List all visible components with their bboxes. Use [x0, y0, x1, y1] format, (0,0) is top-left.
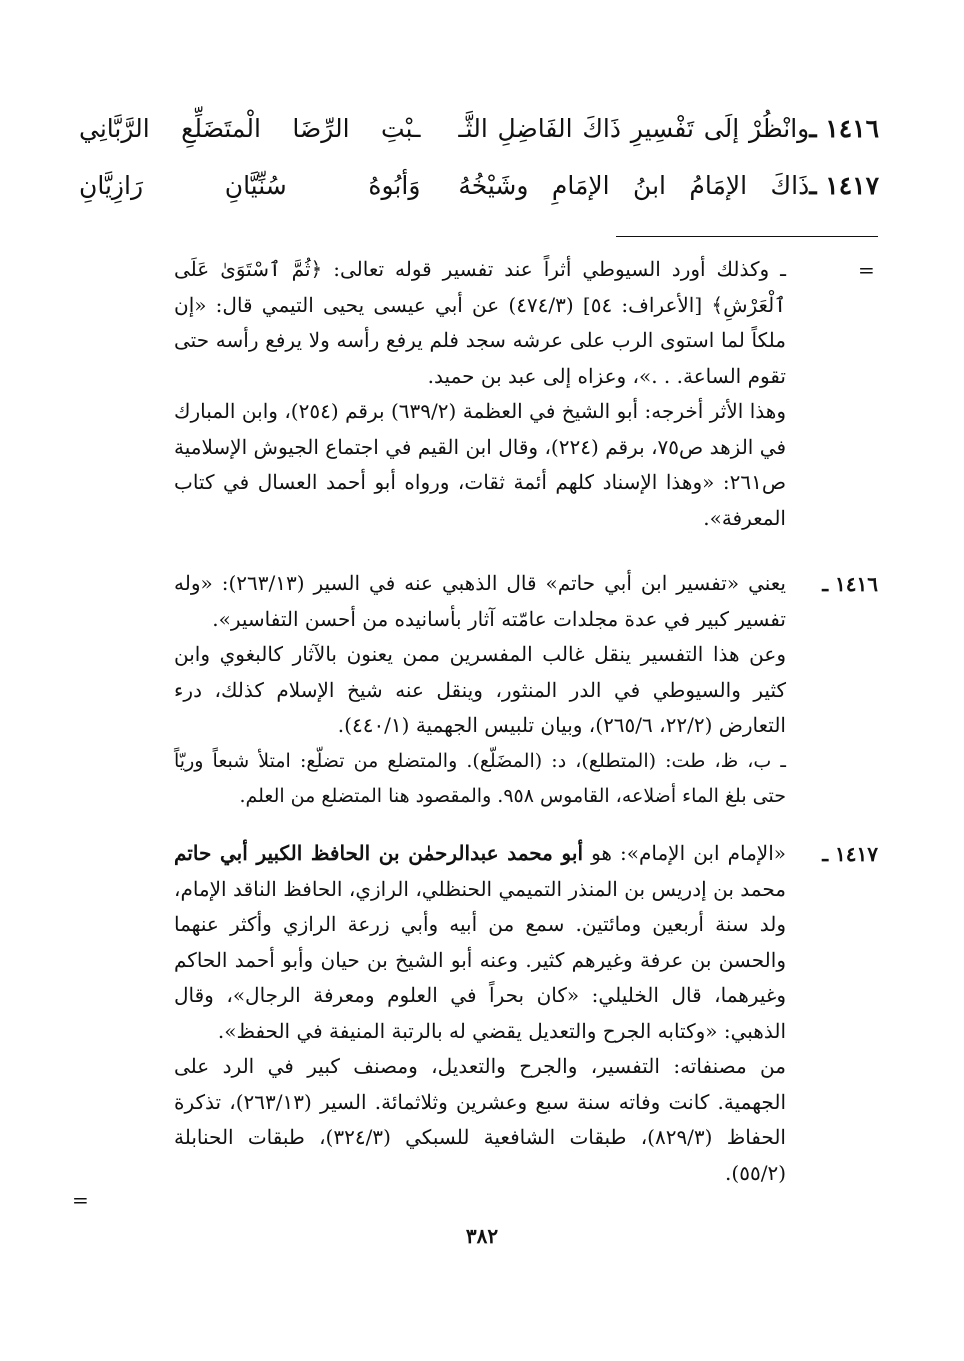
first-hemistich: وانْظُرْ إلَى تَفْسِيرِ ذَاكَ الفَاضِلِ الثَّـ — [458, 113, 810, 143]
verse-number: ١٤١٦ ـ — [809, 113, 879, 143]
footnote-1416 — [174, 566, 786, 815]
footnote-marker-1417: ١٤١٧ ـ — [822, 842, 878, 866]
footnote-paragraph: من مصنفاته: التفسير، والجرح والتعديل، ومصنف كبير في الرد على الجهمية. كانت وفاته سنة سبع وعشرين وثلاثمائة. السير (٢٦٣/١٣)، تذكرة الحفاظ (٨٢٩/٣)، طبقات الشافعية للسبكي (٣٢٤/٣)، طبقات الحنابلة (٥٥/٢). — [174, 1054, 786, 1185]
footnote-marker-1416: ١٤١٦ ـ — [822, 572, 878, 596]
footnote-separator — [616, 236, 878, 237]
footnote-1417 — [174, 836, 786, 1191]
footnote-paragraph: ـ ب، ظ، طت: (المتطلع)، د: (المضَلّع). والمتضلع من تضلّع: امتلأ شبعاً وريّاً حتى بلغ الماء أضلاعه، القاموس ٩٥٨. والمقصود هنا المتضلع من العلم. — [174, 749, 786, 807]
first-hemistich: ذَاكَ الإمَامُ ابنُ الإمَامِ وشَيْخُهُ — [458, 170, 810, 200]
continuation-marker-top: = — [858, 258, 875, 282]
footnote-paragraph: وعن هذا التفسير ينقل غالب المفسرين ممن يعنون بالآثار كالبغوي وابن كثير والسيوطي في الدر المنثور، وينقل عنه شيخ الإسلام كذلك، درء التعارض (٢٢/٢، ٢٦٥/٦)، وبيان تلبيس الجهمية (٤٤٠/١). — [174, 642, 786, 737]
footnote-paragraph: يعني «تفسير ابن أبي حاتم» قال الذهبي عنه في السير (٢٦٣/١٣): «وله تفسير كبير في عدة مجلدات عامّته آثار بأسانيده من أحسن التفاسير». — [174, 571, 786, 631]
second-hemistich: وَأبُوهُ سُنِّيَّانِ رَازِيَّانِ — [78, 170, 421, 200]
verse-1417 — [79, 165, 879, 205]
footnote-paragraph: وهذا الأثر أخرجه: أبو الشيخ في العظمة (٦٣٩/٢) برقم (٢٥٤)، وابن المبارك في الزهد ص٧٥، برقم (٢٢٤)، وقال ابن القيم في اجتماع الجيوش الإسلامية ص٢٦١: «وهذا الإسناد كلهم أئمة ثقات، ورواه أبو أحمد العسال في كتاب المعرفة». — [174, 399, 787, 530]
footnote-lead-bold: أبو محمد عبدالرحمٰن بن الحافظ الكبير أبي حاتم — [174, 841, 584, 865]
page-number: ٣٨٢ — [465, 1224, 499, 1248]
footnote-paragraph: ـ وكذلك أورد السيوطي أثراً عند تفسير قوله تعالى: ﴿ثُمَّ ٱسْتَوَىٰ عَلَى ٱلْعَرْشِ﴾ [الأعراف: ٥٤] (٤٧٤/٣) عن أبي عيسى يحيى التيمي قال: «إن ملكاً لما استوى الرب على عرشه سجد فلم يرفع رأسه ولا يرفع رأسه حتى تقوم الساعة. . .»، وعزاه إلى عبد بن حميد. — [174, 257, 786, 388]
verse-number: ١٤١٧ ـ — [809, 170, 879, 200]
footnote-text: محمد بن إدريس بن المنذر التميمي الحنظلي، الرازي، الحافظ الناقد الإمام، ولد سنة أربعين ومائتين. سمع من أبيه وأبي زرعة الرازي وأكثر عنهما والحسن بن عرفة وغيرهم كثير. وعنه أبو الشيخ بن حيان وأبو أحمد الحاكم وغيرهما، قال الخليلي: «كان بحراً في العلوم ومعرفة الرجال»، وقال الذهبي: «وكتابه الجرح والتعديل يقضي له بالرتبة المنيفة في الحفظ». — [174, 876, 786, 1043]
footnote-lead: «الإمام ابن الإمام»: هو — [583, 841, 786, 865]
second-hemistich: ـبْتِ الرِّضَا الْمتَضَلِّعِ الرَّبَّانِي — [78, 113, 421, 143]
continuation-marker-bottom: = — [72, 1188, 89, 1212]
footnote-paragraph — [174, 836, 786, 1049]
footnote-continued — [174, 252, 786, 536]
verse-1416 — [79, 108, 879, 148]
